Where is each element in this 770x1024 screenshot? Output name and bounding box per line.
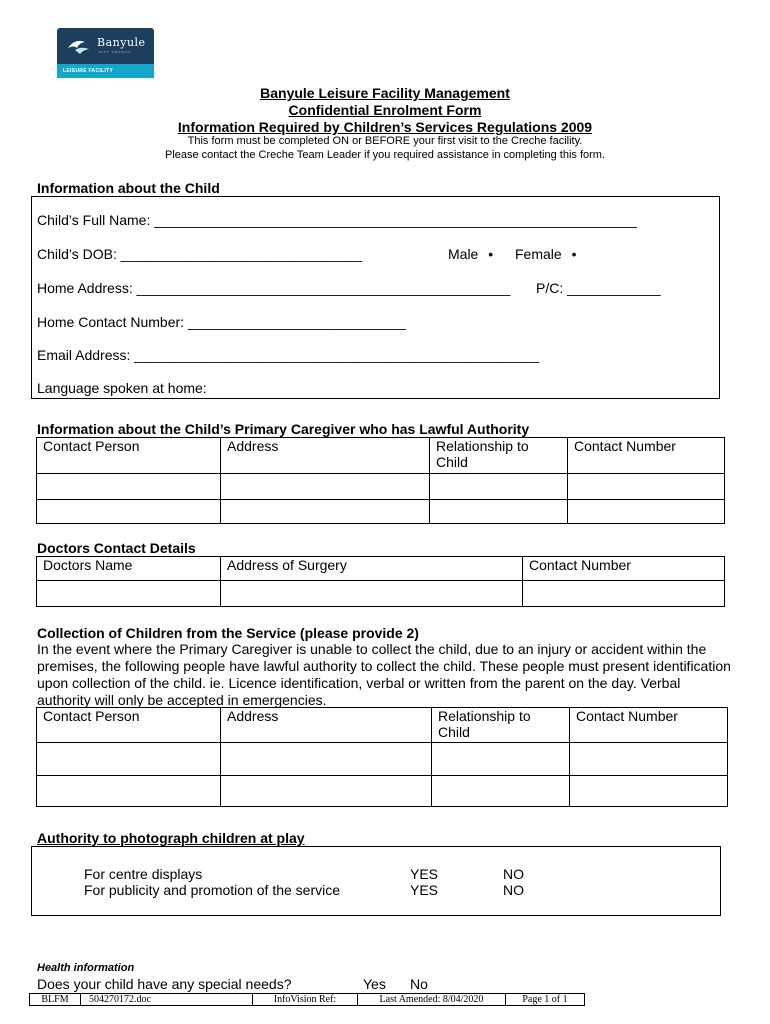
doctors-section-heading: Doctors Contact Details: [37, 540, 196, 556]
collection-header-address: Address: [221, 708, 432, 743]
org-title: Banyule Leisure Facility Management: [260, 85, 510, 101]
male-bullet: •: [488, 246, 494, 262]
table-cell[interactable]: [37, 743, 221, 776]
table-cell[interactable]: [570, 776, 728, 807]
home-address-field[interactable]: Home Address: ________________________________________________: [37, 280, 511, 296]
postcode-field[interactable]: P/C: ____________: [536, 280, 661, 296]
collection-table: [36, 707, 728, 807]
photo-row-yes[interactable]: YES: [410, 882, 439, 898]
table-cell[interactable]: [37, 474, 221, 500]
collection-header-number: Contact Number: [570, 708, 728, 743]
photo-row-no[interactable]: NO: [503, 882, 524, 898]
logo-tagline: LEISURE FACILITY MANAGEMENT: [57, 64, 154, 78]
bird-icon: [65, 34, 95, 58]
table-cell[interactable]: [432, 743, 570, 776]
child-full-name-field[interactable]: Child’s Full Name: ______________________________________________________________: [37, 212, 637, 228]
footer-page: Page 1 of 1: [522, 994, 568, 1005]
table-cell[interactable]: [221, 500, 430, 524]
male-option[interactable]: [448, 246, 493, 262]
regulations-title: Information Required by Children’s Services Regulations 2009: [177, 119, 593, 135]
doctors-table: [36, 556, 725, 607]
doctors-header-number: Contact Number: [523, 557, 725, 581]
intro-note-2: Please contact the Creche Team Leader if you required assistance in completing this form.: [164, 149, 606, 161]
table-cell[interactable]: [430, 474, 568, 500]
table-row: [37, 581, 725, 607]
table-cell[interactable]: [523, 581, 725, 607]
home-contact-field[interactable]: Home Contact Number: ____________________________: [37, 314, 406, 330]
photo-section-heading: Authority to photograph children at play: [37, 830, 305, 846]
collection-header-relationship: Relationship to Child: [432, 708, 570, 743]
doctors-header-name: Doctors Name: [37, 557, 221, 581]
male-label: Male: [448, 246, 479, 262]
health-heading: Health information: [37, 962, 135, 974]
caregiver-header-contact: Contact Person: [37, 438, 221, 474]
table-cell[interactable]: [570, 743, 728, 776]
email-field[interactable]: Email Address: ____________________________________________________: [37, 347, 540, 363]
footer-doc: 504270172.doc: [81, 994, 253, 1005]
table-cell[interactable]: [568, 474, 725, 500]
photo-row-yes[interactable]: YES: [410, 866, 439, 882]
photo-row-label: For centre displays: [84, 866, 203, 882]
table-row: [37, 500, 725, 524]
photo-row-label: For publicity and promotion of the service: [84, 882, 341, 898]
female-label: Female: [515, 246, 562, 262]
table-cell[interactable]: [37, 776, 221, 807]
footer-amended: Last Amended: 8/04/2020: [358, 994, 506, 1005]
doctors-header-surgery: Address of Surgery: [221, 557, 523, 581]
caregiver-header-number: Contact Number: [568, 438, 725, 474]
photo-row-no[interactable]: NO: [503, 866, 524, 882]
table-cell[interactable]: [432, 776, 570, 807]
footer-ref: InfoVision Ref:: [253, 994, 358, 1005]
intro-note-1: This form must be completed ON or BEFORE your first visit to the Creche facility.: [187, 135, 583, 147]
table-cell[interactable]: [568, 500, 725, 524]
special-needs-no[interactable]: No: [410, 976, 428, 992]
document-footer: [29, 993, 585, 1006]
caregiver-header-address: Address: [221, 438, 430, 474]
table-cell[interactable]: [221, 581, 523, 607]
table-cell[interactable]: [37, 581, 221, 607]
caregiver-section-heading: Information about the Child’s Primary Caregiver who has Lawful Authority: [37, 421, 530, 437]
table-row: [37, 776, 728, 807]
caregiver-table: [36, 437, 725, 524]
collection-paragraph: In the event where the Primary Caregiver is unable to collect the child, due to an injury or accident within the premises, the following people have lawful authority to collect the child. These people must present identification upon collection of the child. ie. Licence identification, verbal or written from the parent on the day. Verbal authority will only be accepted in emergencies.: [37, 641, 731, 708]
table-cell[interactable]: [221, 776, 432, 807]
table-row: [37, 743, 728, 776]
special-needs-question: Does your child have any special needs?: [37, 976, 292, 992]
caregiver-header-relationship: Relationship to Child: [430, 438, 568, 474]
table-cell[interactable]: [221, 474, 430, 500]
special-needs-yes[interactable]: Yes: [363, 976, 386, 992]
banyule-logo: [57, 28, 154, 88]
child-section-heading: Information about the Child: [37, 180, 220, 196]
table-cell[interactable]: [221, 743, 432, 776]
language-field[interactable]: Language spoken at home:: [37, 380, 207, 396]
female-bullet: •: [571, 246, 577, 262]
table-cell[interactable]: [37, 500, 221, 524]
form-title: Confidential Enrolment Form: [288, 102, 482, 118]
footer-code: BLFM: [30, 994, 81, 1005]
child-dob-field[interactable]: Child’s DOB: _______________________________: [37, 246, 363, 262]
collection-section-heading: Collection of Children from the Service (please provide 2): [37, 625, 419, 641]
female-option[interactable]: [515, 246, 576, 262]
logo-name: Banyule: [97, 36, 146, 49]
logo-sub: CITY COUNCIL: [99, 50, 133, 54]
table-row: [37, 474, 725, 500]
collection-header-contact: Contact Person: [37, 708, 221, 743]
table-cell[interactable]: [430, 500, 568, 524]
